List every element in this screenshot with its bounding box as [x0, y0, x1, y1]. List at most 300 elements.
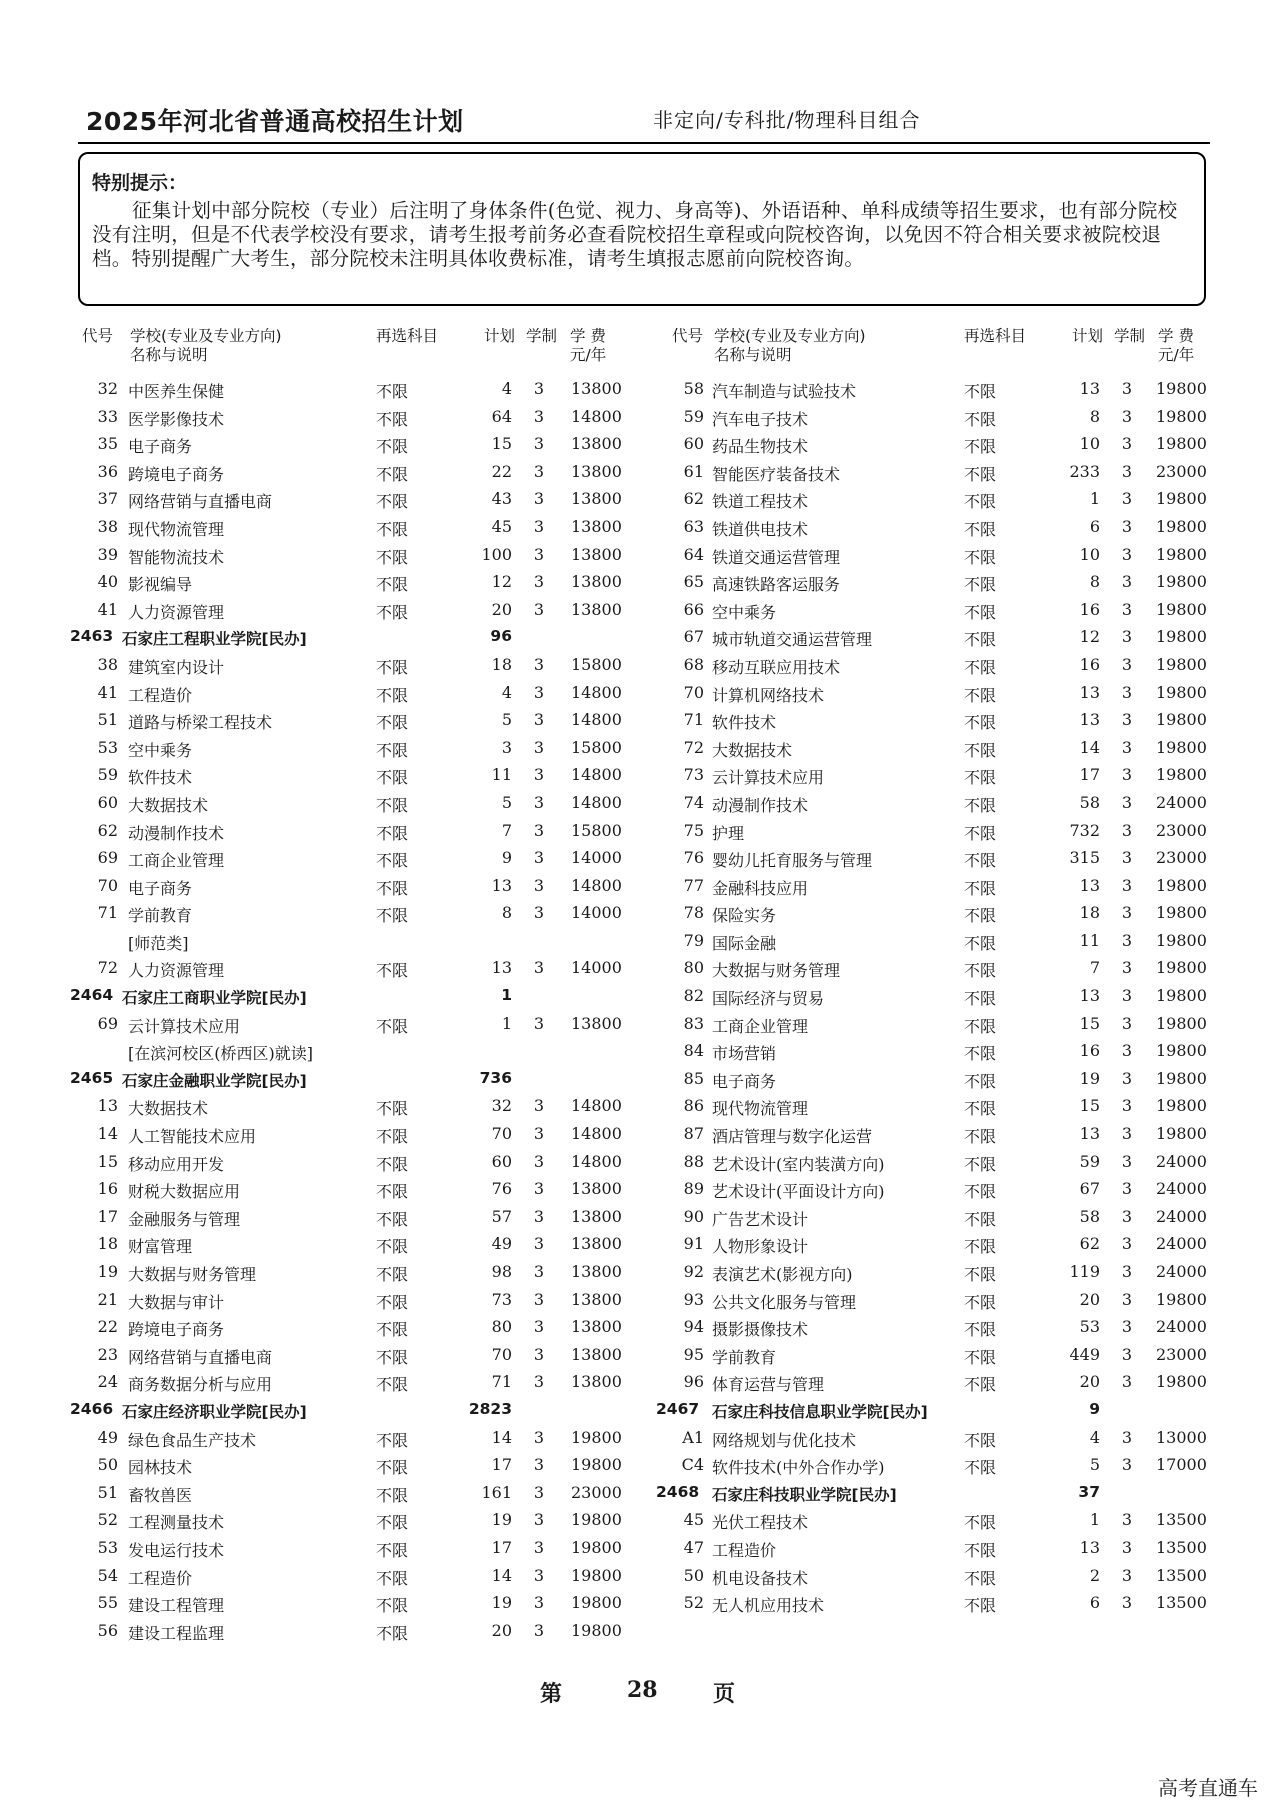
plan-cell: 9: [501, 848, 512, 868]
name-cell: 商务数据分析与应用: [128, 1375, 273, 1395]
duration-cell: 3: [1121, 627, 1133, 647]
duration-cell: 3: [533, 737, 545, 757]
table-row: [664, 1424, 1219, 1452]
reselect-cell: 不限: [964, 1016, 997, 1036]
reselect-cell: 不限: [376, 1375, 409, 1395]
plan-cell: 64: [491, 406, 512, 426]
duration-cell: 3: [1121, 1344, 1133, 1364]
table-row: [664, 1120, 1219, 1148]
reselect-cell: 不限: [964, 1265, 997, 1284]
left-column: [70, 322, 633, 1644]
plan-cell: 13: [1079, 682, 1100, 702]
table-row: [78, 1286, 633, 1314]
name-cell: 道路与桥梁工程技术: [128, 713, 273, 733]
code-cell: 96: [683, 1372, 704, 1392]
plan-cell: 449: [1069, 1344, 1100, 1364]
plan-cell: 16: [1079, 599, 1100, 619]
duration-cell: 3: [533, 1620, 545, 1640]
name-cell: 建设工程监理: [128, 1623, 225, 1643]
code-cell: 21: [97, 1289, 118, 1309]
name-cell: 石家庄工程职业学院[民办]: [122, 630, 307, 649]
header-reselect: 再选科目: [376, 327, 439, 345]
plan-cell: 18: [1079, 903, 1100, 923]
name-cell: 大数据与审计: [128, 1292, 225, 1312]
duration-cell: 3: [1121, 572, 1133, 592]
reselect-cell: 不限: [964, 851, 997, 871]
reselect-cell: 不限: [376, 1513, 409, 1533]
reselect-cell: 不限: [376, 464, 409, 484]
school-row: [656, 1479, 1219, 1507]
code-cell: 15: [97, 1151, 118, 1171]
plan-cell: 4: [501, 682, 512, 702]
name-cell: 高速铁路客运服务: [712, 575, 841, 595]
plan-cell: 1: [501, 1013, 512, 1033]
plan-cell: 70: [491, 1124, 512, 1144]
plan-cell: 16: [1079, 654, 1100, 674]
plan-cell: 32: [491, 1096, 512, 1116]
duration-cell: 3: [533, 1124, 545, 1144]
fee-cell: 19800: [1156, 986, 1207, 1006]
code-cell: 51: [97, 710, 118, 730]
table-row: [664, 789, 1219, 817]
duration-cell: 3: [1121, 737, 1133, 757]
duration-cell: 3: [1121, 1565, 1133, 1585]
school-row: [70, 982, 633, 1010]
name-cell: 公共文化服务与管理: [712, 1292, 857, 1312]
duration-cell: 3: [1121, 599, 1133, 619]
plan-cell: 13: [1079, 1124, 1100, 1144]
fee-cell: 24000: [1156, 1234, 1207, 1254]
school-row: [70, 1396, 633, 1424]
table-row: [664, 513, 1219, 541]
fee-cell: 14800: [571, 406, 622, 426]
duration-cell: 3: [533, 1427, 545, 1447]
code-cell: A1: [682, 1427, 704, 1447]
fee-cell: 24000: [1156, 792, 1207, 812]
code-cell: 2468: [656, 1482, 700, 1501]
plan-cell: 20: [491, 1620, 512, 1640]
reselect-cell: 不限: [376, 547, 409, 567]
name-cell: 现代物流管理: [128, 519, 225, 539]
code-cell: 54: [97, 1565, 118, 1585]
header-code: 代号: [672, 327, 704, 345]
plan-cell: 53: [1079, 1317, 1100, 1337]
code-cell: 41: [97, 599, 118, 619]
code-cell: 75: [683, 820, 704, 840]
table-row: [664, 734, 1219, 762]
code-cell: 52: [683, 1593, 704, 1613]
code-cell: 67: [683, 627, 704, 647]
name-cell: 市场营销: [712, 1044, 777, 1064]
code-cell: 69: [97, 1013, 118, 1033]
plan-cell: 9: [1089, 1399, 1100, 1418]
table-row: [78, 1562, 633, 1590]
duration-cell: 3: [533, 765, 545, 785]
duration-cell: 3: [1121, 516, 1133, 536]
table-row: [78, 485, 633, 513]
code-cell: 33: [97, 406, 118, 426]
plan-cell: 1: [1089, 489, 1100, 509]
reselect-cell: 不限: [376, 1099, 409, 1119]
fee-cell: 13800: [571, 1206, 622, 1226]
name-cell: 软件技术: [128, 768, 193, 788]
reselect-cell: 不限: [376, 1182, 409, 1202]
duration-cell: 3: [1121, 958, 1133, 978]
plan-cell: 5: [1089, 1455, 1100, 1475]
duration-cell: 3: [533, 572, 545, 592]
header-name-line1: 学校(专业及专业方向): [130, 327, 282, 345]
duration-cell: 3: [533, 792, 545, 812]
name-cell: 人物形象设计: [712, 1237, 809, 1257]
fee-cell: 19800: [571, 1593, 622, 1613]
name-cell: 园林技术: [128, 1458, 193, 1478]
fee-cell: 15800: [571, 820, 622, 840]
reselect-cell: 不限: [376, 382, 409, 401]
plan-cell: 5: [501, 792, 512, 812]
code-cell: 52: [97, 1510, 118, 1530]
plan-cell: 67: [1079, 1179, 1100, 1199]
code-cell: 64: [683, 544, 704, 564]
name-cell: 动漫制作技术: [712, 795, 809, 815]
page-prefix: 第: [540, 1681, 563, 1707]
right-rows: [656, 375, 1219, 1617]
fee-cell: 24000: [1156, 1262, 1207, 1281]
fee-cell: 19800: [1156, 434, 1207, 454]
plan-cell: 62: [1079, 1234, 1100, 1254]
table-row: [664, 1368, 1219, 1396]
duration-cell: 3: [1121, 1289, 1133, 1309]
plan-cell: 22: [491, 461, 512, 481]
duration-cell: 3: [533, 434, 545, 454]
table-row: [78, 375, 633, 403]
table-row: [78, 817, 633, 845]
fee-cell: 14800: [571, 710, 622, 730]
duration-cell: 3: [1121, 1317, 1133, 1337]
name-cell: 电子商务: [712, 1071, 777, 1091]
reselect-cell: 不限: [964, 409, 997, 429]
name-cell: 石家庄科技信息职业学院[民办]: [712, 1402, 928, 1421]
code-cell: 85: [683, 1068, 704, 1088]
fee-cell: 14000: [571, 958, 622, 978]
duration-cell: 3: [533, 1455, 545, 1475]
name-cell: 体育运营与管理: [712, 1375, 825, 1395]
name-cell: 护理: [712, 823, 745, 843]
table-row: [664, 1175, 1219, 1203]
code-cell: 2463: [70, 627, 114, 646]
plan-cell: 60: [491, 1151, 512, 1171]
reselect-cell: 不限: [376, 519, 409, 539]
header-fee-line1: 学 费: [570, 327, 606, 345]
table-row: [664, 1230, 1219, 1258]
fee-cell: 13800: [571, 461, 622, 481]
plan-cell: 11: [491, 765, 512, 785]
fee-cell: 19800: [1156, 1124, 1207, 1144]
duration-cell: 3: [1121, 1537, 1133, 1557]
name-cell: 金融科技应用: [712, 878, 809, 898]
duration-cell: 3: [1121, 1206, 1133, 1226]
code-cell: 70: [683, 682, 704, 702]
duration-cell: 3: [1121, 1068, 1133, 1088]
name-cell: 大数据技术: [712, 740, 793, 760]
code-cell: 71: [97, 903, 118, 923]
plan-cell: 8: [501, 903, 512, 923]
duration-cell: 3: [533, 1013, 545, 1033]
plan-cell: 13: [1079, 710, 1100, 730]
duration-cell: 3: [1121, 820, 1133, 840]
reselect-cell: 不限: [964, 740, 997, 760]
reselect-cell: 不限: [376, 823, 409, 843]
name-cell: 婴幼儿托育服务与管理: [712, 851, 873, 871]
table-row: [664, 706, 1219, 734]
name-cell: 建筑室内设计: [128, 657, 225, 677]
plan-cell: 6: [1089, 1593, 1100, 1613]
page-number: 28: [627, 1677, 658, 1703]
table-row: [664, 844, 1219, 872]
fee-cell: 19800: [1156, 1041, 1207, 1061]
header-name-line2: 名称与说明: [714, 346, 792, 364]
reselect-cell: 不限: [964, 906, 997, 926]
table-row: [664, 623, 1219, 651]
duration-cell: 3: [533, 406, 545, 426]
note-row: [78, 1037, 633, 1065]
reselect-cell: 不限: [376, 657, 409, 677]
code-cell: 74: [683, 792, 704, 812]
reselect-cell: 不限: [376, 1016, 409, 1036]
table-row: [78, 679, 633, 707]
reselect-cell: 不限: [964, 823, 997, 843]
duration-cell: 3: [1121, 765, 1133, 785]
fee-cell: 23000: [1156, 848, 1207, 868]
reselect-cell: 不限: [964, 713, 997, 733]
name-cell: 移动应用开发: [128, 1154, 225, 1174]
duration-cell: 3: [1121, 903, 1133, 923]
fee-cell: 19800: [1156, 627, 1207, 647]
fee-cell: 23000: [1156, 820, 1207, 840]
name-cell: 石家庄经济职业学院[民办]: [122, 1402, 307, 1421]
reselect-cell: 不限: [964, 547, 997, 567]
reselect-cell: 不限: [376, 1623, 409, 1643]
name-cell: 电子商务: [128, 437, 193, 457]
table-row: [664, 1451, 1219, 1479]
table-row: [78, 1424, 633, 1452]
reselect-cell: 不限: [964, 1127, 997, 1147]
name-cell: 云计算技术应用: [128, 1016, 241, 1036]
name-cell: 石家庄金融职业学院[民办]: [122, 1071, 307, 1090]
header-reselect: 再选科目: [964, 327, 1027, 345]
table-row: [664, 899, 1219, 927]
fee-cell: 19800: [1156, 489, 1207, 509]
plan-cell: 14: [491, 1427, 512, 1447]
fee-cell: 19800: [1156, 737, 1207, 757]
duration-cell: 3: [1121, 434, 1133, 454]
name-cell: 艺术设计(室内装潢方向): [712, 1154, 885, 1174]
duration-cell: 3: [1121, 1013, 1133, 1033]
plan-cell: 19: [491, 1593, 512, 1613]
duration-cell: 3: [1121, 1372, 1133, 1392]
reselect-cell: 不限: [964, 1458, 997, 1478]
column-header: [664, 322, 1219, 370]
header-name-line1: 学校(专业及专业方向): [714, 327, 866, 345]
table-row: [664, 679, 1219, 707]
duration-cell: 3: [1121, 1262, 1133, 1281]
plan-cell: 10: [1079, 544, 1100, 564]
reselect-cell: 不限: [964, 1292, 997, 1312]
code-cell: 83: [683, 1013, 704, 1033]
duration-cell: 3: [533, 1482, 545, 1502]
name-cell: 汽车制造与试验技术: [712, 382, 857, 401]
reselect-cell: 不限: [964, 1320, 997, 1340]
plan-cell: 10: [1079, 434, 1100, 454]
code-cell: 41: [97, 682, 118, 702]
reselect-cell: 不限: [376, 878, 409, 898]
reselect-cell: 不限: [376, 1540, 409, 1560]
code-cell: 66: [683, 599, 704, 619]
name-cell: 摄影摄像技术: [712, 1320, 809, 1340]
fee-cell: 24000: [1156, 1179, 1207, 1199]
name-cell: 汽车电子技术: [712, 409, 809, 429]
table-row: [664, 541, 1219, 569]
reselect-cell: 不限: [964, 575, 997, 595]
name-cell: 工程造价: [128, 685, 193, 705]
name-cell: 大数据与财务管理: [128, 1265, 257, 1284]
code-cell: 38: [97, 516, 118, 536]
plan-cell: 7: [1089, 958, 1100, 978]
name-cell: 酒店管理与数字化运营: [712, 1127, 873, 1147]
fee-cell: 13800: [571, 434, 622, 454]
name-cell: 软件技术: [712, 713, 777, 733]
code-cell: 51: [97, 1482, 118, 1502]
fee-cell: 19800: [1156, 903, 1207, 923]
plan-cell: 76: [491, 1179, 512, 1199]
school-row: [70, 623, 633, 651]
name-cell: 网络规划与优化技术: [712, 1430, 857, 1450]
duration-cell: 3: [533, 516, 545, 536]
table-row: [664, 927, 1219, 955]
name-cell: 空中乘务: [712, 602, 777, 622]
name-cell: 工程造价: [712, 1540, 777, 1560]
fee-cell: 19800: [571, 1565, 622, 1585]
table-row: [78, 651, 633, 679]
plan-cell: 15: [1079, 1013, 1100, 1033]
reselect-cell: 不限: [376, 1237, 409, 1257]
fee-cell: 13800: [571, 572, 622, 592]
duration-cell: 3: [533, 489, 545, 509]
code-cell: 92: [683, 1262, 704, 1281]
name-cell: [师范类]: [128, 933, 189, 953]
plan-cell: 8: [1089, 572, 1100, 592]
table-row: [78, 954, 633, 982]
table-row: [78, 844, 633, 872]
name-cell: 跨境电子商务: [128, 464, 225, 484]
reselect-cell: 不限: [964, 602, 997, 622]
fee-cell: 13800: [571, 1262, 622, 1281]
code-cell: 76: [683, 848, 704, 868]
code-cell: 72: [97, 958, 118, 978]
name-cell: 影视编导: [128, 575, 193, 595]
table-row: [664, 596, 1219, 624]
reselect-cell: 不限: [376, 768, 409, 788]
code-cell: 87: [683, 1124, 704, 1144]
plan-cell: 98: [491, 1262, 512, 1281]
reselect-cell: 不限: [376, 575, 409, 595]
code-cell: 62: [683, 489, 704, 509]
duration-cell: 3: [533, 654, 545, 674]
fee-cell: 19800: [1156, 516, 1207, 536]
plan-cell: 49: [491, 1234, 512, 1254]
name-cell: 人工智能技术应用: [128, 1127, 257, 1147]
special-notice-box: [78, 152, 1206, 306]
table-row: [78, 1589, 633, 1617]
fee-cell: 13800: [571, 599, 622, 619]
code-cell: 2465: [70, 1068, 114, 1087]
duration-cell: 3: [1121, 1179, 1133, 1199]
reselect-cell: 不限: [376, 906, 409, 926]
code-cell: 60: [97, 792, 118, 812]
duration-cell: 3: [533, 461, 545, 481]
code-cell: 63: [683, 516, 704, 536]
code-cell: 78: [683, 903, 704, 923]
reselect-cell: 不限: [964, 933, 997, 953]
table-row: [664, 1341, 1219, 1369]
fee-cell: 13800: [571, 489, 622, 509]
plan-cell: 7: [501, 820, 512, 840]
name-cell: 电子商务: [128, 878, 193, 898]
name-cell: 铁道供电技术: [712, 519, 809, 539]
duration-cell: 3: [533, 1262, 545, 1281]
fee-cell: 14800: [571, 875, 622, 895]
plan-cell: 2823: [468, 1399, 512, 1418]
reselect-cell: 不限: [964, 1347, 997, 1367]
note-row: [78, 927, 633, 955]
name-cell: 大数据技术: [128, 795, 209, 815]
duration-cell: 3: [533, 682, 545, 702]
fee-cell: 19800: [1156, 1068, 1207, 1088]
plan-cell: 20: [1079, 1289, 1100, 1309]
code-cell: 16: [97, 1179, 118, 1199]
table-row: [78, 458, 633, 486]
duration-cell: 3: [1121, 379, 1133, 398]
name-cell: 铁道工程技术: [712, 492, 809, 512]
table-row: [78, 1175, 633, 1203]
plan-cell: 1: [1089, 1510, 1100, 1530]
plan-cell: 19: [491, 1510, 512, 1530]
name-cell: 人力资源管理: [128, 602, 225, 622]
plan-cell: 15: [1079, 1096, 1100, 1116]
name-cell: 国际经济与贸易: [712, 989, 825, 1009]
code-cell: 56: [97, 1620, 118, 1640]
header-plan: 计划: [1072, 327, 1104, 345]
header-fee-line2: 元/年: [1158, 346, 1195, 364]
duration-cell: 3: [1121, 930, 1133, 950]
table-row: [78, 1313, 633, 1341]
table-row: [78, 568, 633, 596]
code-cell: 39: [97, 544, 118, 564]
reselect-cell: 不限: [964, 989, 997, 1009]
duration-cell: 3: [1121, 1096, 1133, 1116]
name-cell: 网络营销与直播电商: [128, 1347, 273, 1367]
duration-cell: 3: [1121, 1041, 1133, 1061]
fee-cell: 19800: [1156, 958, 1207, 978]
code-cell: 18: [97, 1234, 118, 1254]
duration-cell: 3: [533, 1289, 545, 1309]
reselect-cell: 不限: [964, 1596, 997, 1616]
plan-cell: 119: [1069, 1262, 1100, 1281]
table-row: [78, 541, 633, 569]
fee-cell: 24000: [1156, 1317, 1207, 1337]
name-cell: 城市轨道交通运营管理: [712, 630, 873, 650]
fee-cell: 13800: [571, 544, 622, 564]
header-duration: 学制: [526, 327, 558, 345]
